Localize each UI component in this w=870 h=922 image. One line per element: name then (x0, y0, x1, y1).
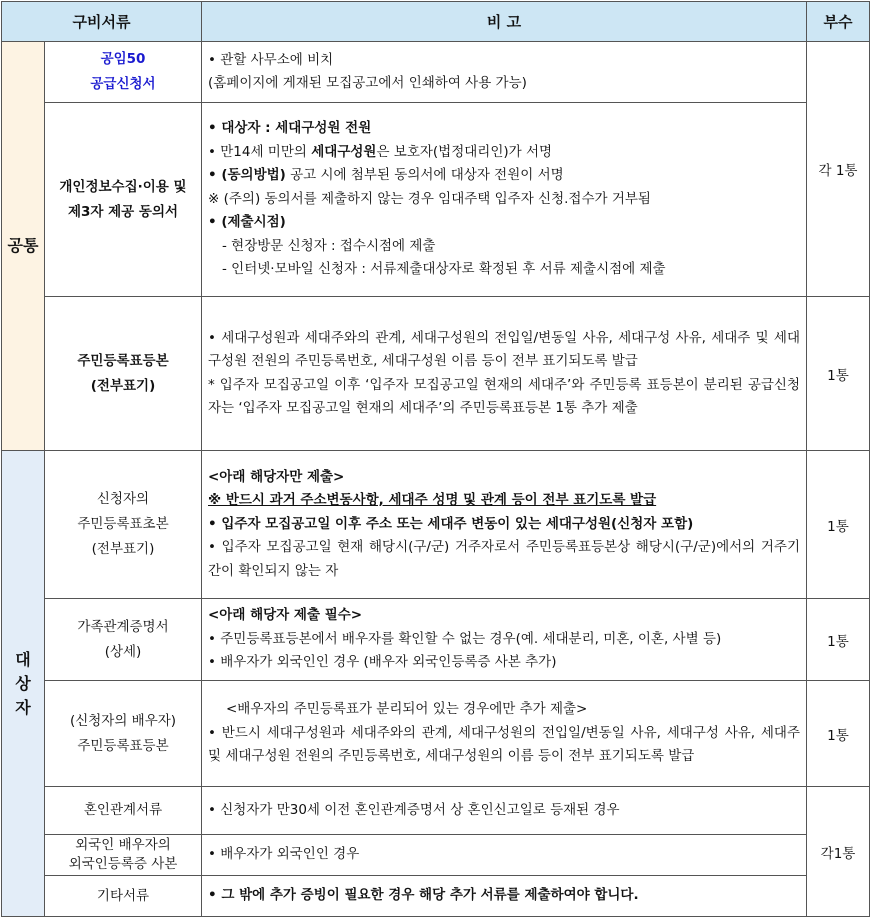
doc-note: • 그 밖에 추가 증빙이 필요한 경우 해당 추가 서류를 제출하여야 합니다. (202, 876, 807, 917)
doc-name: 주민등록표등본 (전부표기) (45, 297, 202, 451)
doc-name: 공임50 공급신청서 (45, 42, 202, 103)
table-row (2, 451, 870, 599)
header-row (2, 2, 870, 42)
table-row (2, 876, 870, 917)
doc-count: 1통 (807, 681, 870, 787)
doc-note: • 관할 사무소에 비치 (홈페이지에 게재된 모집공고에서 인쇄하여 사용 가능) (202, 42, 807, 103)
table-row (2, 103, 870, 297)
doc-note: • 대상자 : 세대구성원 전원 • 만14세 미만의 세대구성원은 보호자(법정대리인)가 서명 • (동의방법) 공고 시에 첨부된 동의서에 대상자 전원이 서명 ※ (주의) 동의서를 제출하지 않는 경우 임대주택 입주자 신청.접수가 거부됨 • (제출시점) - 현장방문 신청자 : 접수시점에 제출 - 인터넷·모바일 신청자 : 서류제출대상자로 확정된 후 서류 제출시점에 제출 (202, 103, 807, 297)
table-row (2, 787, 870, 835)
header-count: 부수 (807, 2, 870, 42)
doc-count: 1통 (807, 451, 870, 599)
header-doc: 구비서류 (2, 2, 202, 42)
table-row (2, 681, 870, 787)
doc-note: <아래 해당자 제출 필수> • 주민등록표등본에서 배우자를 확인할 수 없는 경우(예. 세대분리, 미혼, 이혼, 사별 등) • 배우자가 외국인인 경우 (배우자 외국인등록증 사본 추가) (202, 599, 807, 681)
doc-name: (신청자의 배우자) 주민등록표등본 (45, 681, 202, 787)
table-row (2, 42, 870, 103)
doc-name: 신청자의 주민등록표초본 (전부표기) (45, 451, 202, 599)
doc-name: 개인정보수집·이용 및 제3자 제공 동의서 (45, 103, 202, 297)
doc-note: <아래 해당자만 제출> ※ 반드시 과거 주소변동사항, 세대주 성명 및 관계 등이 전부 표기도록 발급 • 입주자 모집공고일 이후 주소 또는 세대주 변동이 있는 세대구성원(신청자 포함) • 입주자 모집공고일 현재 해당시(구/군) 거주자로서 주민등록표등본상 해당시(구/군)에서의 거주기간이 확인되지 않는 자 (202, 451, 807, 599)
group-target: 대 상 자 (2, 451, 45, 917)
table-row (2, 297, 870, 451)
doc-name: 혼인관계서류 (45, 787, 202, 835)
required-documents-table (1, 1, 870, 917)
doc-count: 1통 (807, 599, 870, 681)
doc-note: <배우자의 주민등록표가 분리되어 있는 경우에만 추가 제출> • 반드시 세대구성원과 세대주와의 관계, 세대구성원의 전입일/변동일 사유, 세대구성 사유, 세대주 및 세대구성원 전원의 주민등록번호, 세대구성원의 이름 등이 전부 표기되도록 발급 (202, 681, 807, 787)
doc-note: • 세대구성원과 세대주와의 관계, 세대구성원의 전입일/변동일 사유, 세대구성 사유, 세대주 및 세대구성원 전원의 주민등록번호, 세대구성원 이름 등이 전부 표기되도록 발급 * 입주자 모집공고일 이후 ‘입주자 모집공고일 현재의 세대주’와 주민등록 표등본이 분리된 공급신청자는 ‘입주자 모집공고일 현재의 세대주’의 주민등록표등본 1통 추가 제출 (202, 297, 807, 451)
table-row (2, 835, 870, 876)
group-common: 공통 (2, 42, 45, 451)
doc-name: 가족관계증명서 (상세) (45, 599, 202, 681)
header-note: 비 고 (202, 2, 807, 42)
doc-note: • 배우자가 외국인인 경우 (202, 835, 807, 876)
doc-count: 각 1통 (807, 42, 870, 297)
doc-name: 외국인 배우자의 외국인등록증 사본 (45, 835, 202, 876)
doc-count: 각1통 (807, 787, 870, 917)
doc-note: • 신청자가 만30세 이전 혼인관계증명서 상 혼인신고일로 등재된 경우 (202, 787, 807, 835)
table-row (2, 599, 870, 681)
doc-count: 1통 (807, 297, 870, 451)
doc-name: 기타서류 (45, 876, 202, 917)
